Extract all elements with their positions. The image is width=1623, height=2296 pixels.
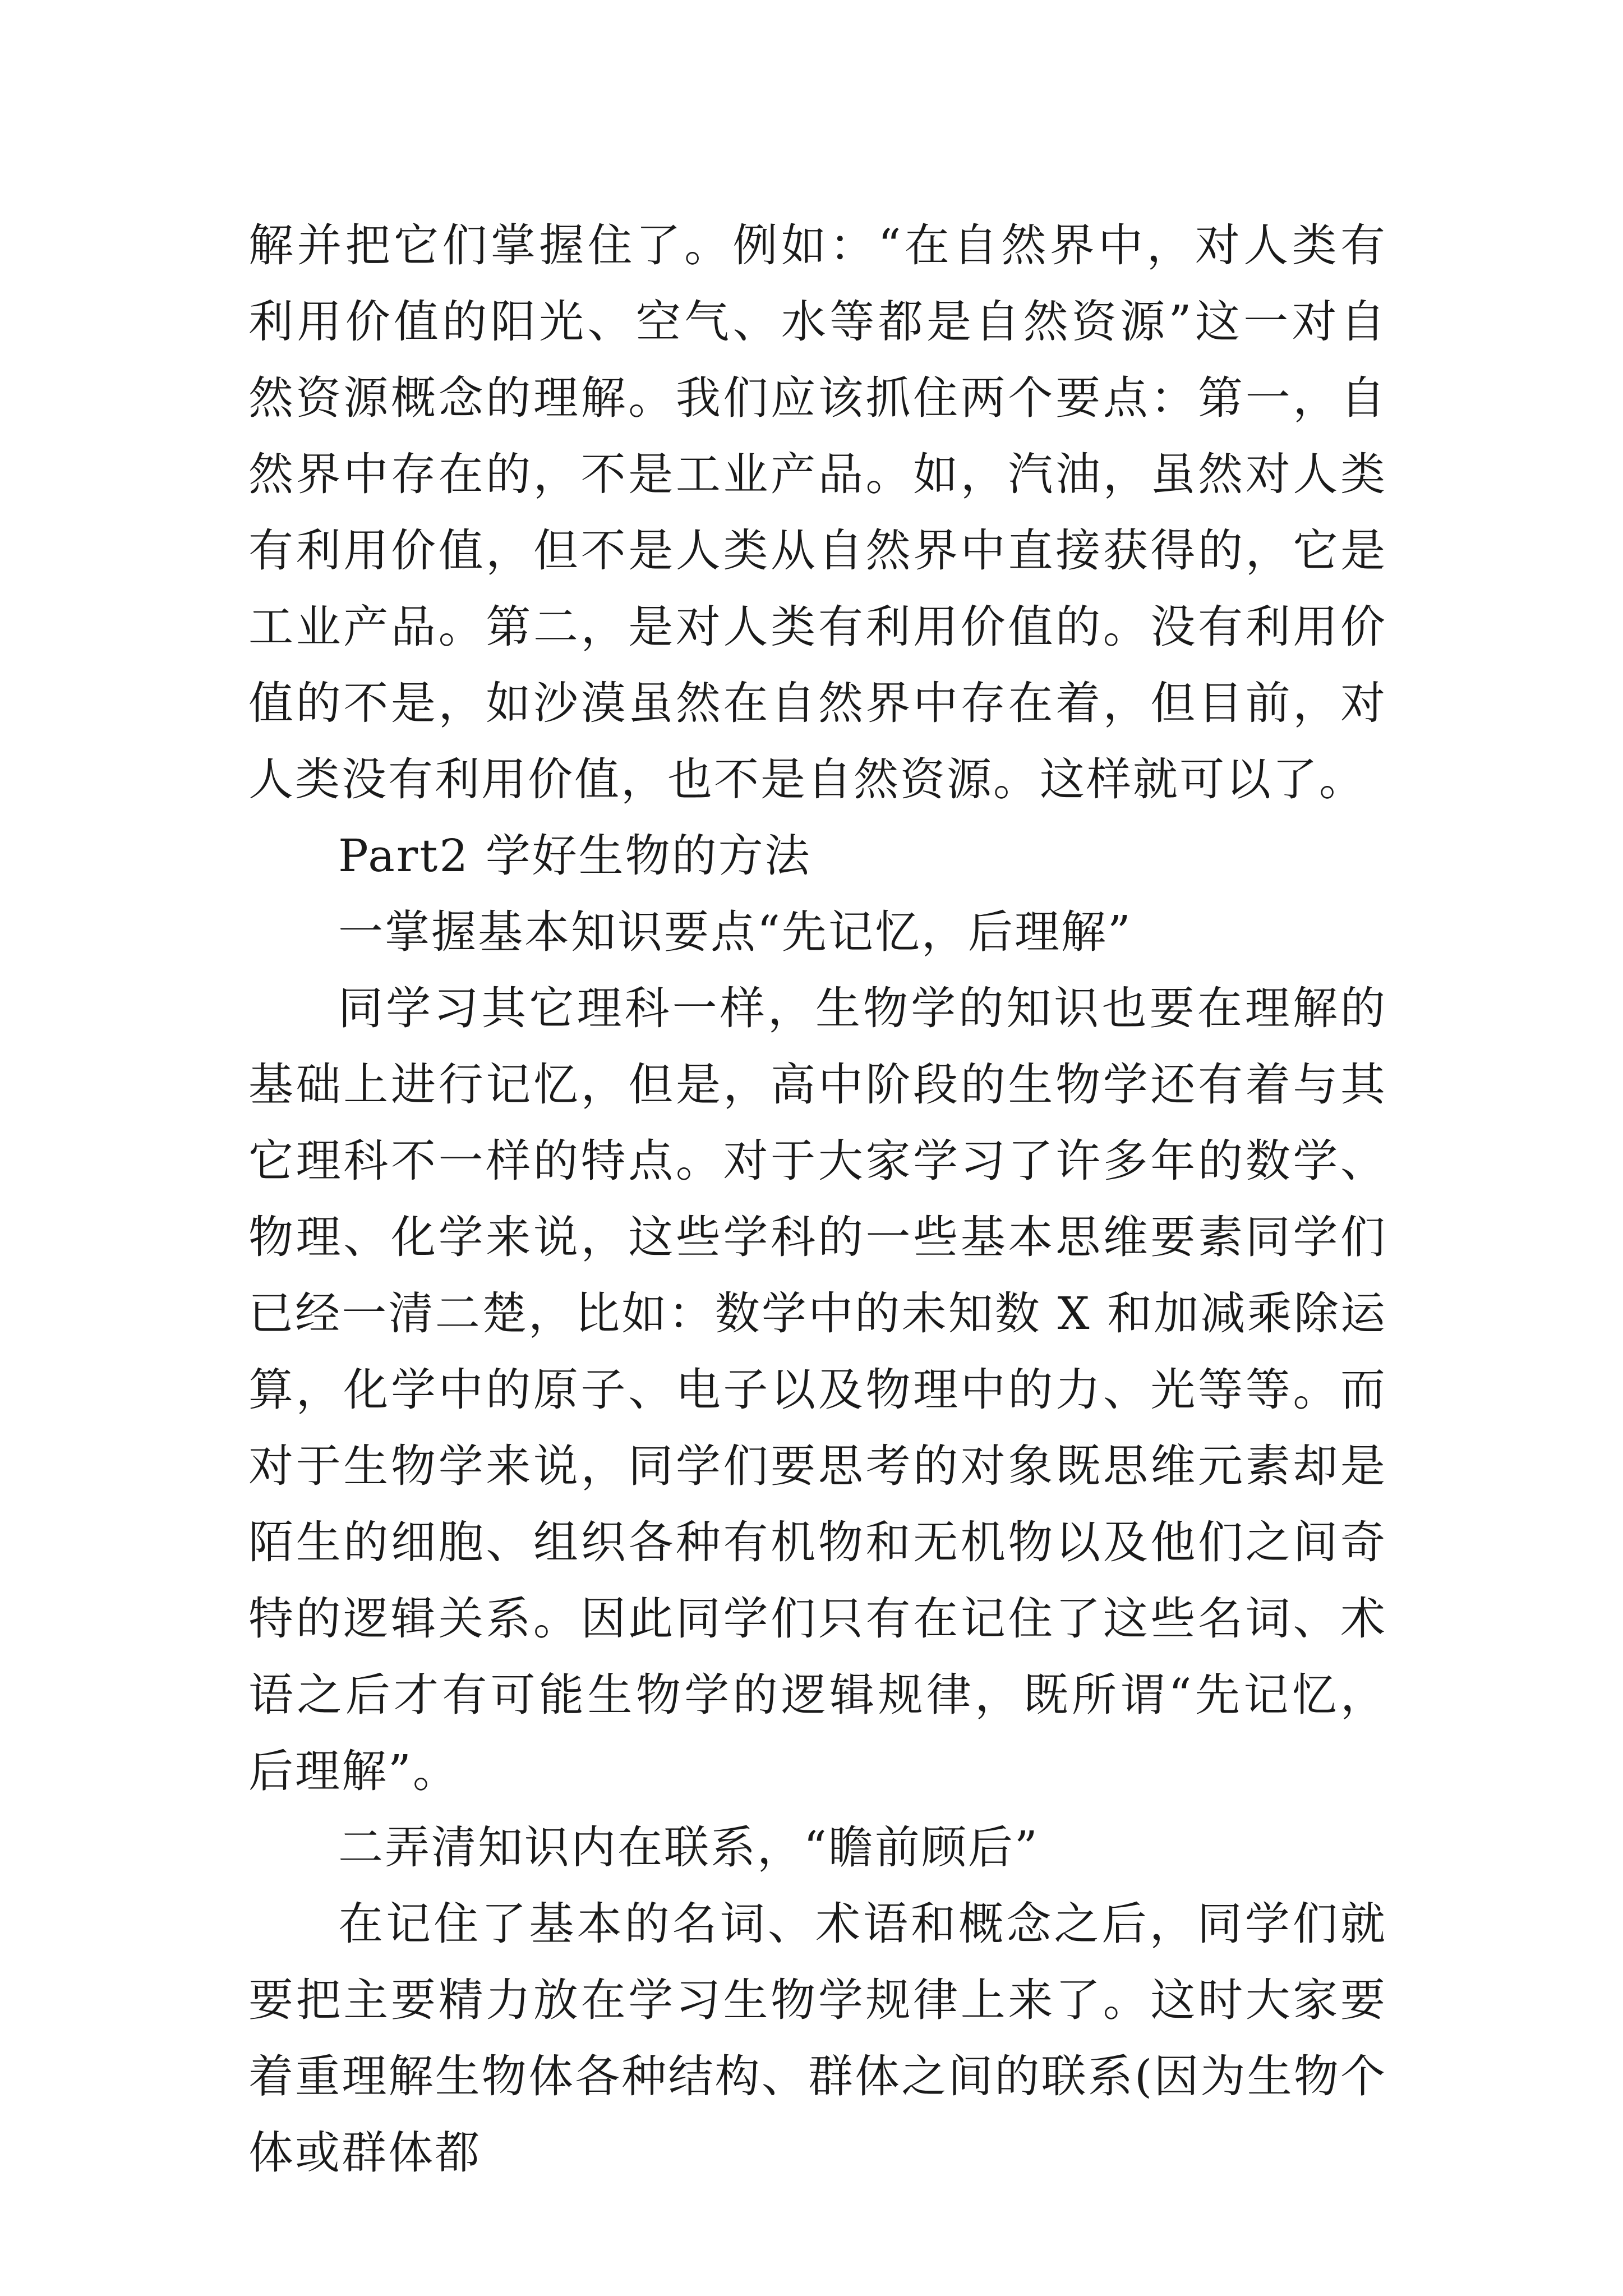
section1-heading: 一掌握基本知识要点“先记忆，后理解”	[338, 906, 1132, 958]
section2-paragraph: 在记住了基本的名词、术语和概念之后，同学们就要把主要精力放在学习生物学规律上来了。这时大家要着重理解生物体各种结构、群体之间的联系(因为生物个体或群体都	[248, 1898, 1387, 2179]
section1-paragraph: 同学习其它理科一样，生物学的知识也要在理解的基础上进行记忆，但是，高中阶段的生物学还有着与其它理科不一样的特点。对于大家学习了许多年的数学、物理、化学来说，这些学科的一些基本思维要素同学们已经一清二楚，比如：数学中的未知数 X 和加减乘除运算，化学中的原子、电子以及物理中的力、光等等。而对于生物学来说，同学们要思考的对象既思维元素却是陌生的细胞、组织各种有机物和无机物以及他们之间奇特的逻辑关系。因此同学们只有在记住了这些名词、术语之后才有可能生物学的逻辑规律，既所谓“先记忆，后理解”。	[248, 982, 1387, 1797]
paragraph-continuation: 解并把它们掌握住了。例如：“在自然界中，对人类有利用价值的阳光、空气、水等都是自然资源”这一对自然资源概念的理解。我们应该抓住两个要点：第一，自然界中存在的，不是工业产品。如，汽油，虽然对人类有利用价值，但不是人类从自然界中直接获得的，它是工业产品。第二，是对人类有利用价值的。没有利用价值的不是，如沙漠虽然在自然界中存在着，但目前，对人类没有利用价值，也不是自然资源。这样就可以了。	[248, 219, 1387, 806]
document-body	[248, 208, 1387, 2191]
part2-heading: Part2 学好生物的方法	[338, 830, 811, 882]
section2-heading: 二弄清知识内在联系，“瞻前顾后”	[338, 1821, 1039, 1874]
